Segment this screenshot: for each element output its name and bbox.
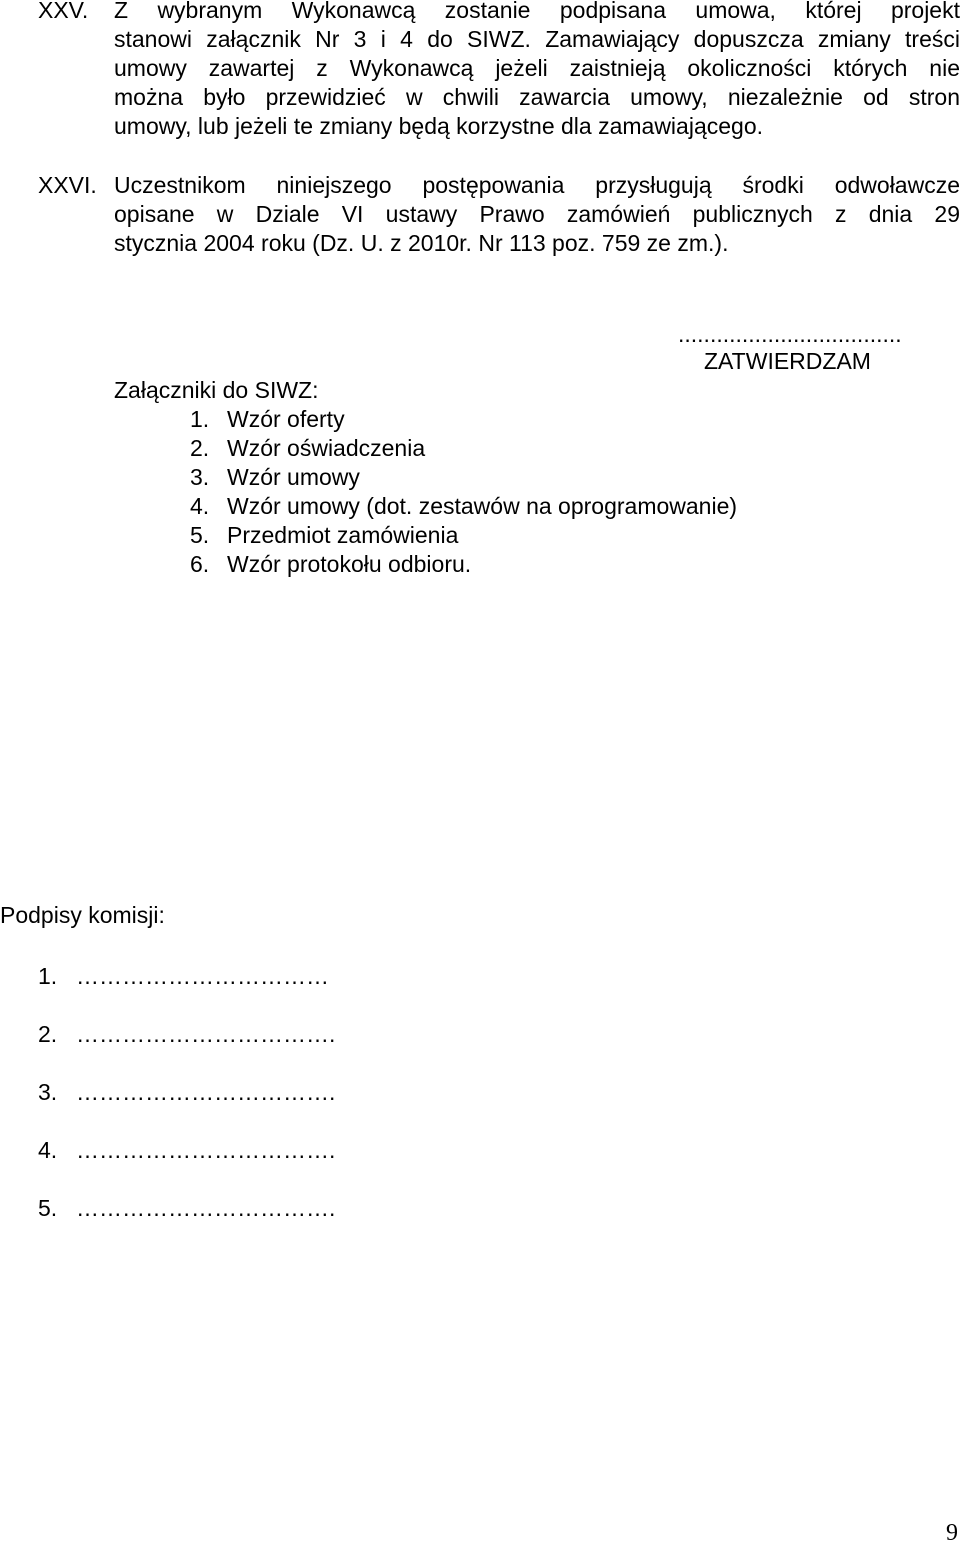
page-number: 9	[946, 1520, 958, 1546]
approval-signature-line: ...................................	[678, 321, 902, 347]
item-text: Wzór protokołu odbioru.	[227, 551, 472, 577]
text-line: umowy, lub jeżeli te zmiany będą korzystne dla zamawiającego.	[114, 113, 763, 139]
signature-line: ……………………………	[76, 963, 329, 989]
item-text: Wzór umowy	[227, 464, 360, 490]
signature-line: …………………………….	[76, 1137, 336, 1163]
text-line: stanowi załącznik Nr 3 i 4 do SIWZ. Zamawiający dopuszcza zmiany treści	[114, 26, 960, 52]
signature-number: 4.	[38, 1137, 58, 1163]
item-text: Wzór oferty	[227, 406, 345, 432]
list-item	[190, 521, 737, 550]
text-line: umowy zawartej z Wykonawcą jeżeli zaistnieją okoliczności których nie	[114, 55, 960, 81]
list-item	[190, 434, 737, 463]
list-item	[190, 463, 737, 492]
signatures-heading: Podpisy komisji:	[0, 902, 165, 928]
section-text	[114, 0, 960, 141]
item-number: 5.	[190, 522, 210, 548]
item-number: 6.	[190, 551, 210, 577]
list-item	[190, 550, 737, 579]
item-text: Wzór oświadczenia	[227, 435, 426, 461]
attachments-heading: Załączniki do SIWZ:	[114, 377, 319, 403]
signature-line: …………………………….	[76, 1079, 336, 1105]
list-item	[190, 492, 737, 521]
section-number: XXVI.	[38, 172, 97, 198]
signature-row	[38, 1136, 335, 1165]
item-number: 3.	[190, 464, 210, 490]
text-line: można było przewidzieć w chwili zawarcia umowy, niezależnie od stron	[114, 84, 960, 110]
text-line: opisane w Dziale VI ustawy Prawo zamówień publicznych z dnia 29	[114, 201, 960, 227]
attachments-list	[190, 405, 737, 579]
section-text	[114, 171, 960, 258]
signature-number: 2.	[38, 1021, 58, 1047]
list-item	[190, 405, 737, 434]
section-number: XXV.	[38, 0, 89, 23]
item-number: 4.	[190, 493, 210, 519]
signature-row	[38, 1078, 335, 1107]
signature-row	[38, 1020, 335, 1049]
text-line: Uczestnikom niniejszego postępowania przysługują środki odwoławcze	[114, 172, 960, 198]
signature-row	[38, 962, 329, 991]
item-number: 2.	[190, 435, 210, 461]
text-line: stycznia 2004 roku (Dz. U. z 2010r. Nr 113 poz. 759 ze zm.).	[114, 230, 729, 256]
signature-line: …………………………….	[76, 1021, 336, 1047]
item-text: Wzór umowy (dot. zestawów na oprogramowanie)	[227, 493, 738, 519]
signature-number: 3.	[38, 1079, 58, 1105]
item-text: Przedmiot zamówienia	[227, 522, 459, 548]
signature-line: …………………………….	[76, 1195, 336, 1221]
text-line: Z wybranym Wykonawcą zostanie podpisana umowa, której projekt	[114, 0, 960, 23]
signature-number: 5.	[38, 1195, 58, 1221]
approval-label: ZATWIERDZAM	[704, 348, 871, 374]
signature-row	[38, 1194, 335, 1223]
signature-number: 1.	[38, 963, 58, 989]
item-number: 1.	[190, 406, 210, 432]
